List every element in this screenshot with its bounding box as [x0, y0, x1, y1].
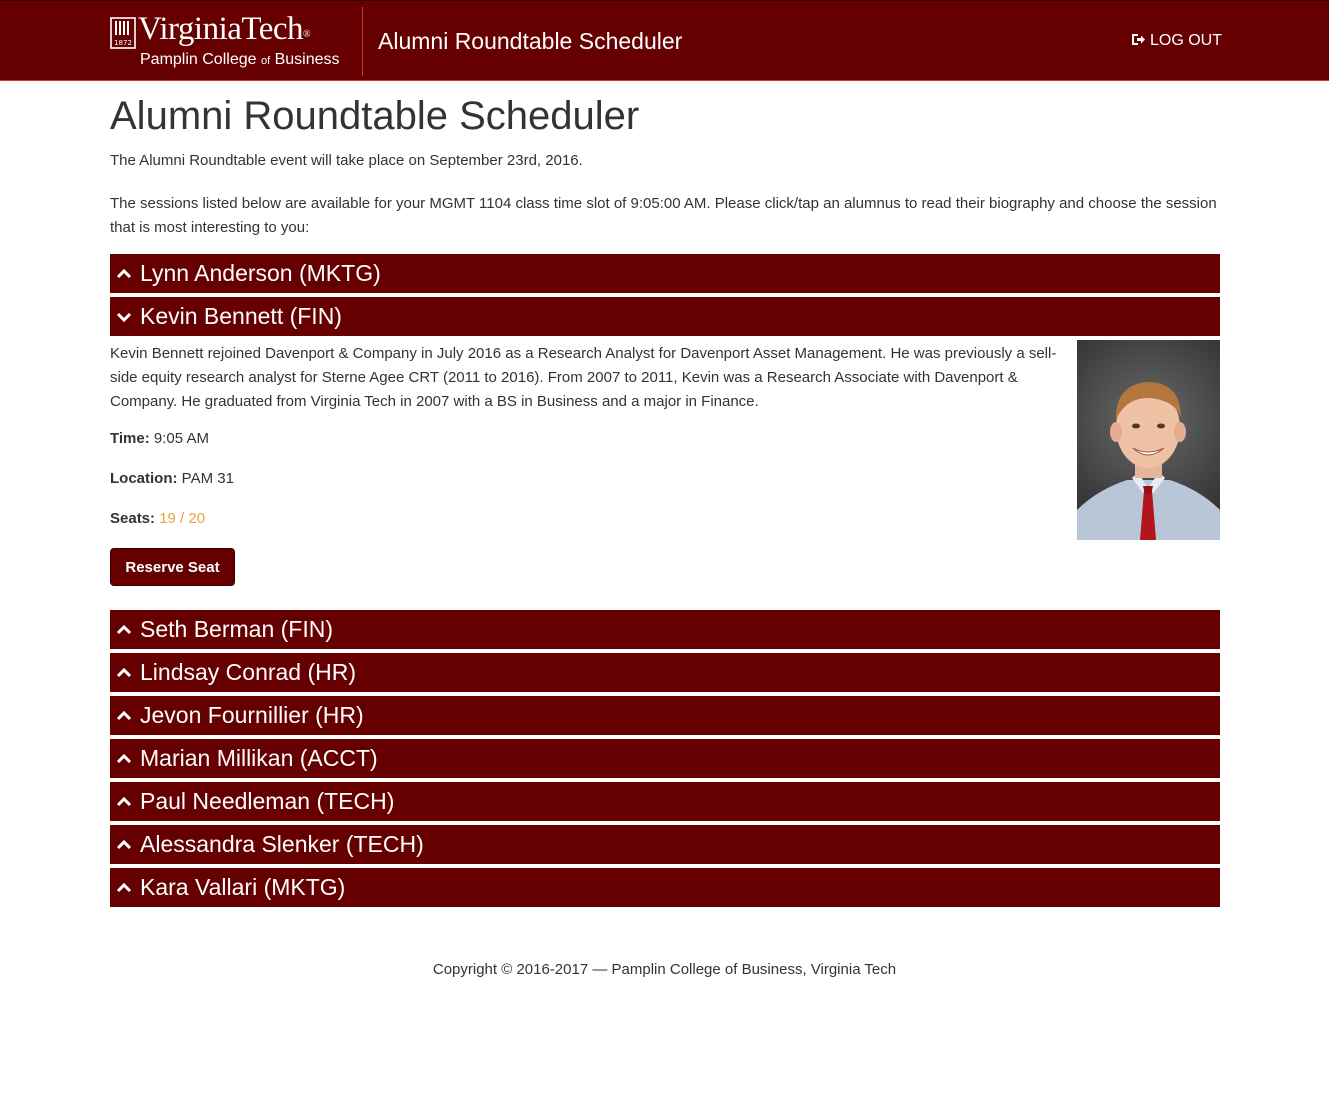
- alumnus-biography: Kevin Bennett rejoined Davenport & Company in July 2016 as a Research Analyst for Davenport Asset Management. He was previously a sell-side equity research analyst for Sterne Agee CRT (2011 to 2016). From 2007 to 2011, Kevin was a Research Associate with Davenport & Company. He graduated from Virginia Tech in 2007 with a BS in Business and a major in Finance.: [110, 345, 1057, 410]
- session-label: Marian Millikan (ACCT): [140, 745, 378, 771]
- chevron-up-icon: [116, 837, 132, 853]
- instructions-text: The sessions listed below are available for your MGMT 1104 class time slot of 9:05:00 AM. Please click/tap an alumnus to read their biography and choose the session that is most interesting to you:: [110, 195, 1217, 236]
- session-label: Lynn Anderson (MKTG): [140, 260, 381, 286]
- chevron-down-icon: [116, 309, 132, 325]
- logout-label: LOG OUT: [1150, 32, 1223, 49]
- session-label: Seth Berman (FIN): [140, 616, 333, 642]
- session-label: Kevin Bennett (FIN): [140, 303, 342, 329]
- reserve-seat-button[interactable]: Reserve Seat: [110, 548, 235, 586]
- app-title[interactable]: Alumni Roundtable Scheduler: [378, 28, 683, 54]
- session-label: Paul Needleman (TECH): [140, 788, 395, 814]
- session-header-kevin-bennett[interactable]: [110, 297, 1220, 336]
- session-header-kara-vallari[interactable]: [110, 868, 1220, 907]
- session-location: Location: PAM 31: [110, 470, 234, 487]
- session-header-seth-berman[interactable]: [110, 610, 1220, 649]
- top-navbar: [0, 0, 1329, 81]
- svg-text:1872: 1872: [114, 39, 132, 47]
- session-label: Lindsay Conrad (HR): [140, 659, 357, 685]
- session-time: Time: 9:05 AM: [110, 430, 209, 447]
- brand-college: Pamplin College of Business: [140, 51, 340, 68]
- alumnus-photo: [1077, 340, 1220, 540]
- session-header-lynn-anderson[interactable]: [110, 254, 1220, 293]
- chevron-up-icon: [116, 880, 132, 896]
- session-header-lindsay-conrad[interactable]: [110, 653, 1220, 692]
- session-header-marian-millikan[interactable]: [110, 739, 1220, 778]
- session-header-alessandra-slenker[interactable]: [110, 825, 1220, 864]
- header-divider: [362, 7, 363, 76]
- portrait-illustration: [1077, 340, 1220, 540]
- chevron-up-icon: [116, 665, 132, 681]
- chevron-up-icon: [116, 751, 132, 767]
- page-title: Alumni Roundtable Scheduler: [110, 94, 640, 138]
- session-seats: Seats: 19 / 20: [110, 510, 206, 527]
- session-label: Kara Vallari (MKTG): [140, 874, 346, 900]
- session-label: Jevon Fournillier (HR): [140, 702, 364, 728]
- chevron-up-icon: [116, 708, 132, 724]
- session-header-jevon-fournillier[interactable]: [110, 696, 1220, 735]
- footer-copyright: Copyright © 2016-2017 — Pamplin College of Business, Virginia Tech: [432, 961, 897, 978]
- logout-link[interactable]: [1131, 32, 1222, 50]
- session-label: Alessandra Slenker (TECH): [140, 831, 424, 857]
- logout-icon: [1131, 33, 1146, 46]
- session-header-paul-needleman[interactable]: [110, 782, 1220, 821]
- chevron-up-icon: [116, 622, 132, 638]
- brand-logo[interactable]: [110, 11, 350, 71]
- event-date-text: The Alumni Roundtable event will take place on September 23rd, 2016.: [110, 152, 583, 169]
- chevron-up-icon: [116, 794, 132, 810]
- vt-seal-icon: [110, 17, 136, 49]
- chevron-up-icon: [116, 266, 132, 282]
- brand-name: VirginiaTech®: [138, 11, 311, 47]
